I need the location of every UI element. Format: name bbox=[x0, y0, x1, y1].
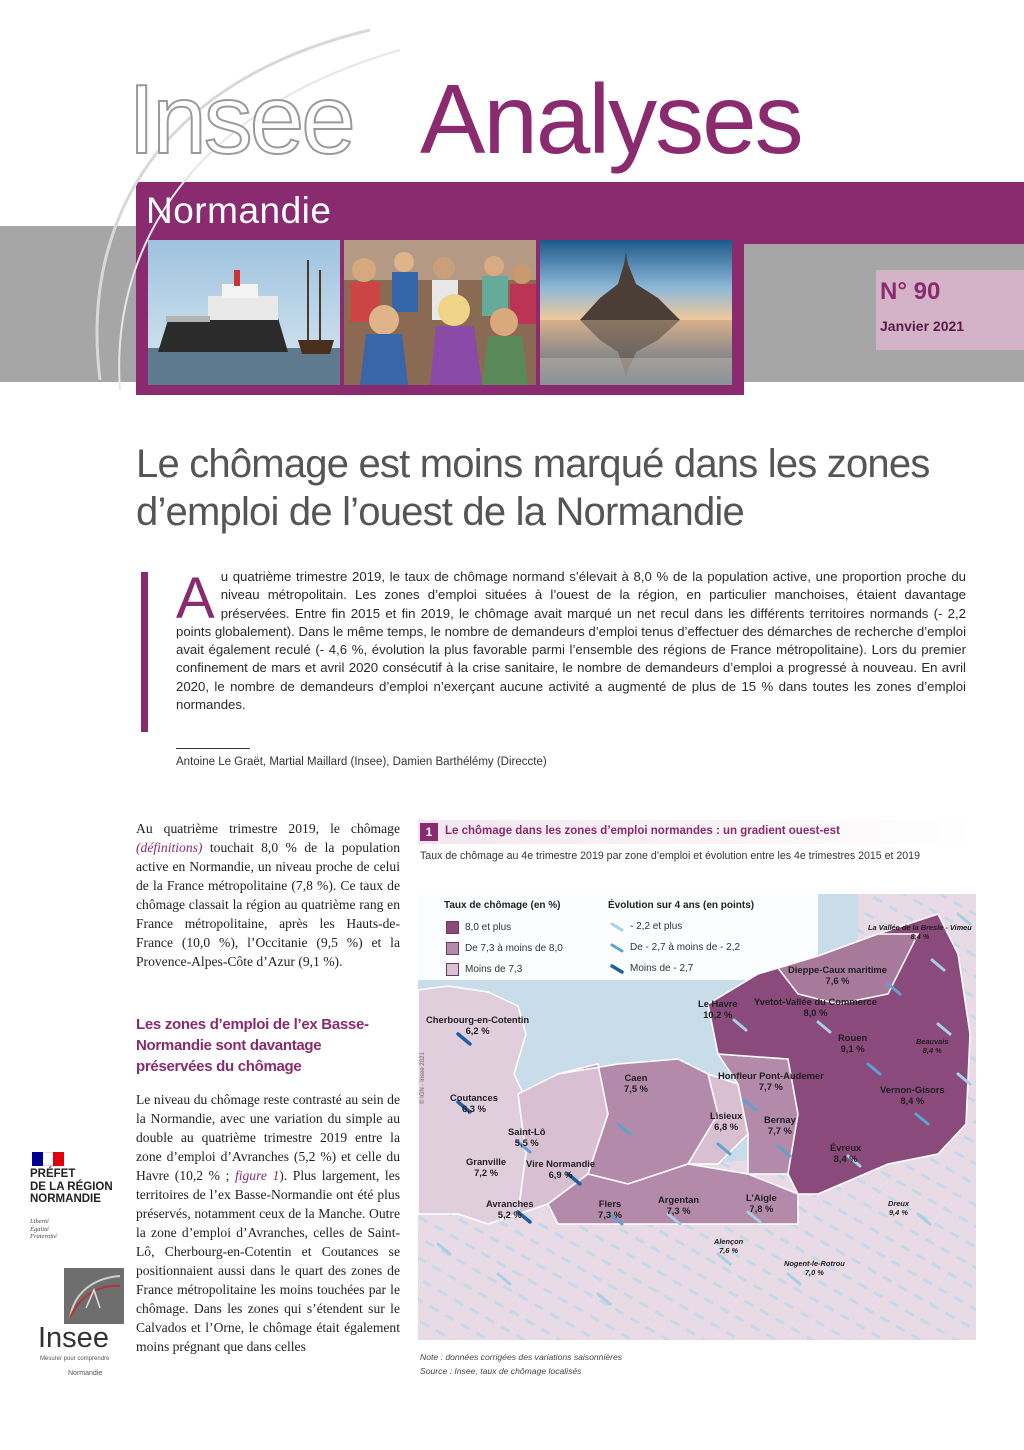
legend-rate-item: De 7,3 à moins de 8,0 bbox=[446, 942, 563, 955]
zone-label-nogent: Nogent-le-Rotrou 7,0 % bbox=[784, 1259, 845, 1277]
motto-line: Fraternité bbox=[30, 1233, 57, 1240]
insee-logo-text: Insee bbox=[38, 1322, 109, 1354]
figure-number: 1 bbox=[420, 823, 438, 841]
arrow-icon bbox=[610, 943, 624, 953]
zone-label-yvetot: Yvetot-Vallée du Commerce 8,0 % bbox=[754, 996, 877, 1018]
authors: Antoine Le Graët, Martial Maillard (Insee), Damien Barthélémy (Direccte) bbox=[176, 756, 547, 768]
legend-swatch bbox=[446, 921, 459, 934]
zone-label-dieppe: Dieppe-Caux maritime 7,6 % bbox=[788, 964, 887, 986]
zone-label-avranches: Avranches 5,2 % bbox=[486, 1198, 534, 1220]
legend-rate-title: Taux de chômage (en %) bbox=[444, 900, 561, 911]
prefet-logo-text bbox=[30, 1168, 113, 1206]
arrow-icon bbox=[610, 922, 624, 932]
zone-label-argentan: Argentan 7,3 % bbox=[658, 1194, 700, 1216]
photo-mont-saint-michel bbox=[540, 240, 732, 385]
brand-insee: Insee bbox=[128, 64, 353, 174]
lead-text: u quatrième trimestre 2019, le taux de chômage normand s’élevait à 8,0 % de la population active, une proportion proche du niveau métropolitain. Les zones d’emploi situées à l’ouest de la région, en particulier manchoises, étaient davantage préservées. Entre fin 2015 et fin 2019, le chômage avait marqué un net recul dans les différents territoires normands (- 2,2 points globalement). Dans le même temps, le nombre de demandeurs d’emploi tenus d’effectuer des démarches de recherche d’emploi avait également reculé (- 4,6 %, évolution la plus favorable parmi l’ensemble des régions de France métropolitaine). Lors du premier confinement de mars et avril 2020 consécutif à la crise sanitaire, le nombre de demandeurs d’emploi a progressé à nouveau. En avril 2020, le nombre de demandeurs d’emploi n’exerçant aucune activité a augmenté de plus de 15 % dans toutes les zones d’emploi normandes. bbox=[176, 569, 966, 713]
zone-label-bresle: La Vallée de la Bresle - Vimeu 8,4 % bbox=[868, 923, 972, 941]
insee-tagline: Mesurer pour comprendre bbox=[40, 1356, 110, 1362]
body-text: Le niveau du chômage reste contrasté au sein de la Normandie, avec une variation du simple au double au quatrième trimestre 2019 entre la zone d’emploi d’Avranches (5,2 %) et celle du Havre (10,2 % ; bbox=[136, 1092, 400, 1183]
brand-analyses: Analyses bbox=[420, 64, 802, 174]
zone-label-honfleur: Honfleur Pont-Audemer 7,7 % bbox=[718, 1070, 824, 1092]
lead-accent-bar bbox=[141, 572, 148, 732]
photo-crowd bbox=[344, 240, 536, 385]
normandy-map bbox=[418, 894, 976, 1340]
motto-line: Liberté bbox=[30, 1218, 49, 1225]
zone-label-evreux: Évreux 8,4 % bbox=[830, 1142, 862, 1164]
zone-label-saint-lo: Saint-Lô 5,5 % bbox=[508, 1126, 546, 1148]
lead-paragraph bbox=[176, 568, 966, 714]
body-text: Au quatrième trimestre 2019, le chômage bbox=[136, 821, 400, 836]
section-heading: Les zones d’emploi de l’ex Basse-Normandie sont davantage préservées du chômage bbox=[136, 1016, 369, 1075]
map-copyright: © IGN - Insee 2021 bbox=[420, 1052, 426, 1104]
body-text: ). Plus largement, les territoires de l’ex Basse-Normandie ont été plus préservés, notamment ceux de la Manche. Outre la zone d’emploi d’Avranches, celles de Saint-Lô, Cherbourg-en-Cotentin et Coutances se positionnaient aussi dans le quart des zones de France métropolitaine les moins touchées par le chômage. Dans les zones qui s’étendent sur le Calvados et l’Orne, le chômage était également moins prégnant que dans celles bbox=[136, 1168, 400, 1354]
figure-subtitle: Taux de chômage au 4e trimestre 2019 par zone d’emploi et évolution entre les 4e trimestres 2015 et 2019 bbox=[420, 850, 920, 862]
zone-label-dreux: Dreux 9,4 % bbox=[888, 1199, 909, 1217]
zone-label-cherbourg: Cherbourg-en-Cotentin 6,2 % bbox=[426, 1014, 530, 1036]
arrow-icon bbox=[610, 964, 624, 974]
body-text: touchait 8,0 % de la population active en Normandie, un niveau proche de celui de la France métropolitaine (7,8 %). Ce taux de chômage classait la région au quatrième rang en France métropolitaine, après les Hauts-de-France (10,0 %), l’Occitanie (9,5 %) et la Provence-Alpes-Côte d’Azur (9,1 %). bbox=[136, 840, 400, 969]
zone-label-bernay: Bernay 7,7 % bbox=[764, 1114, 796, 1136]
zone-label-lisieux: Lisieux 6,8 % bbox=[710, 1110, 743, 1132]
figure-note: Note : données corrigées des variations saisonnières bbox=[420, 1352, 623, 1362]
author-rule bbox=[176, 748, 250, 749]
prefet-line: DE LA RÉGION bbox=[30, 1180, 113, 1193]
legend-swatch bbox=[446, 963, 459, 976]
figure-title: Le chômage dans les zones d’emploi normandes : un gradient ouest-est bbox=[445, 825, 840, 837]
zone-label-coutances: Coutances 6,3 % bbox=[450, 1092, 498, 1114]
region-name: Normandie bbox=[146, 190, 332, 231]
insee-region: Normandie bbox=[68, 1370, 103, 1377]
insee-logo-icon bbox=[64, 1268, 124, 1324]
zone-label-le-havre: Le Havre 10,2 % bbox=[698, 998, 738, 1020]
zone-label-vernon: Vernon-Gisors 8,4 % bbox=[880, 1084, 945, 1106]
zone-label-laigle: L’Aigle 7,8 % bbox=[746, 1192, 777, 1214]
issue-date: Janvier 2021 bbox=[880, 318, 965, 334]
zone-label-granville: Granville 7,2 % bbox=[466, 1156, 507, 1178]
french-flag-icon bbox=[32, 1152, 64, 1166]
legend-rate-item: 8,0 et plus bbox=[446, 921, 511, 934]
issue-number: N° 90 bbox=[880, 278, 941, 305]
legend-evo-title: Évolution sur 4 ans (en points) bbox=[608, 900, 755, 911]
zone-label-beauvais: Beauvais 8,4 % bbox=[916, 1037, 949, 1055]
legend-swatch bbox=[446, 942, 459, 955]
republic-motto bbox=[30, 1218, 57, 1241]
legend-evo-item: - 2,2 et plus bbox=[610, 921, 682, 932]
figure-link[interactable]: figure 1 bbox=[234, 1168, 280, 1183]
body-paragraph-1 bbox=[136, 819, 400, 971]
figure-source: Source : Insee, taux de chômage localisés bbox=[420, 1366, 582, 1376]
zone-label-caen: Caen 7,5 % bbox=[624, 1072, 648, 1094]
definitions-link[interactable]: (définitions) bbox=[136, 840, 203, 855]
lead-dropcap: A bbox=[176, 566, 215, 631]
legend-rate-item: Moins de 7,3 bbox=[446, 963, 522, 976]
legend-evo-item: Moins de - 2,7 bbox=[610, 963, 693, 974]
motto-line: Égalité bbox=[30, 1225, 49, 1233]
article-title: Le chômage est moins marqué dans les zones d’emploi de l’ouest de la Normandie bbox=[136, 442, 930, 534]
prefet-line: PRÉFET bbox=[30, 1168, 76, 1180]
zone-label-alencon: Alençon 7,6 % bbox=[714, 1237, 744, 1255]
zone-label-flers: Flers 7,3 % bbox=[598, 1198, 622, 1220]
zone-label-rouen: Rouen 9,1 % bbox=[838, 1032, 868, 1054]
legend-evo-item: De - 2,7 à moins de - 2,2 bbox=[610, 942, 740, 953]
body-paragraph-2 bbox=[136, 1090, 400, 1356]
zone-label-vire: Vire Normandie 6,9 % bbox=[526, 1158, 596, 1180]
prefet-line: NORMANDIE bbox=[30, 1193, 101, 1205]
photo-ferry bbox=[148, 240, 340, 385]
